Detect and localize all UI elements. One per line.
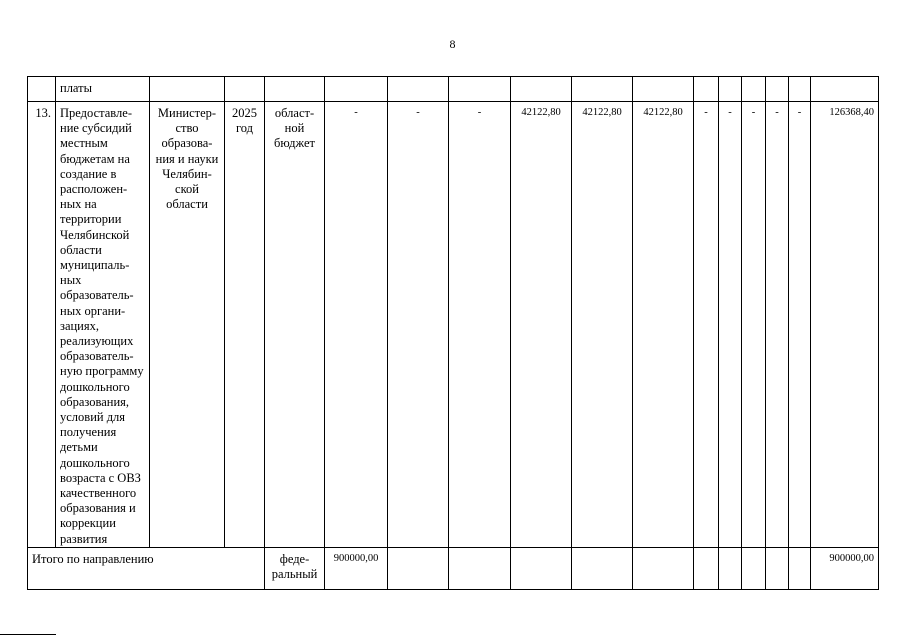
measure-name-tail: платы xyxy=(56,77,150,102)
grand-total: 900000,00 xyxy=(811,547,879,589)
value-cell: - xyxy=(766,102,789,548)
value-cell: - xyxy=(388,102,449,548)
total-value-cell: 900000,00 xyxy=(325,547,388,589)
table-row-total xyxy=(28,547,879,589)
funding-source: област- ной бюджет xyxy=(265,102,325,548)
total-funding-source: феде- ральный xyxy=(265,547,325,589)
year: 2025 год xyxy=(225,102,265,548)
row-total: 126368,40 xyxy=(811,102,879,548)
table-row-measure-13 xyxy=(28,102,879,548)
row-number: 13. xyxy=(28,102,56,548)
budget-table xyxy=(27,76,879,590)
value-cell: - xyxy=(742,102,766,548)
footnote-divider xyxy=(0,634,56,635)
value-cell: - xyxy=(719,102,742,548)
executor: Министер- ство образова- ния и науки Челябин- ской области xyxy=(150,102,225,548)
value-cell: 42122,80 xyxy=(511,102,572,548)
value-cell: - xyxy=(449,102,511,548)
value-cell: 42122,80 xyxy=(572,102,633,548)
page-number: 8 xyxy=(449,37,456,51)
value-cell: - xyxy=(694,102,719,548)
value-cell: 42122,80 xyxy=(633,102,694,548)
measure-name: Предоставле- ние субсидий местным бюджетам на создание в расположен- ных на территории Челябинской области муниципаль- ных образователь- ных органи- зациях, реализующих образователь- ную программу дошкольного образования, условий для получения детьми дошкольного возраста с ОВЗ качественного образования и коррекции развития xyxy=(56,102,150,548)
total-label: Итого по направлению xyxy=(28,547,265,589)
value-cell: - xyxy=(325,102,388,548)
table-row-continuation xyxy=(28,77,879,102)
value-cell: - xyxy=(789,102,811,548)
